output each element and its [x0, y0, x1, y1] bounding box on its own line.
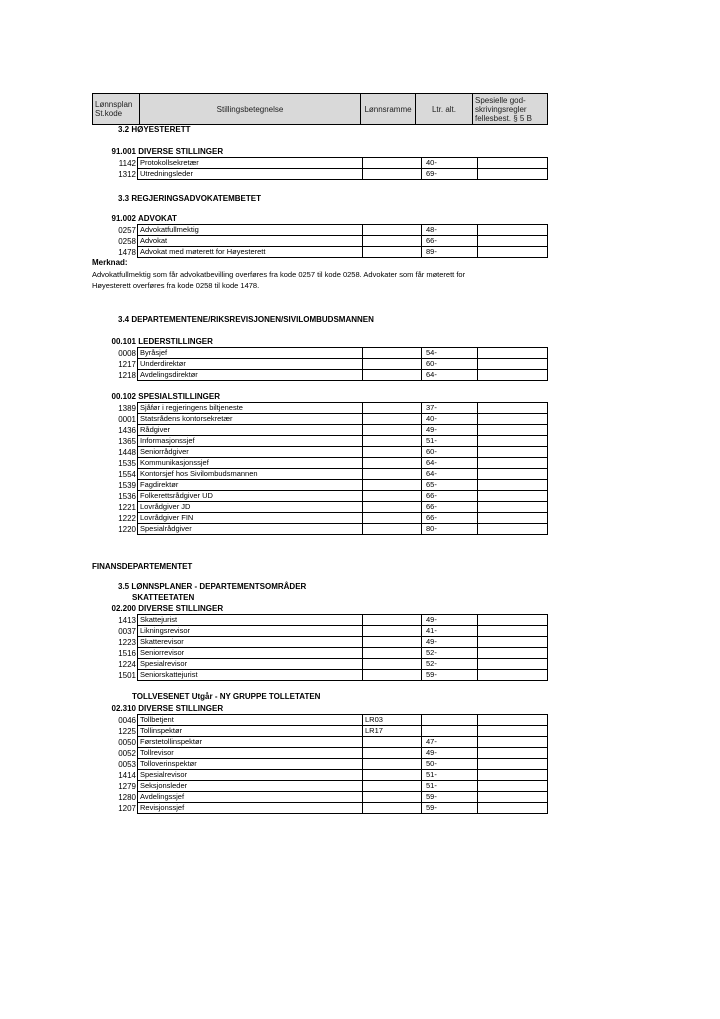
position-title-cell: Tollrevisor	[138, 748, 363, 758]
salary-step-cell: 59-	[422, 803, 478, 813]
section-subheading: SKATTEETATEN	[132, 593, 195, 602]
salary-frame-cell	[363, 458, 422, 468]
position-code: 1280	[118, 793, 136, 802]
header-ltr-column: Ltr. alt.	[416, 94, 473, 124]
salary-step-cell: 50-	[422, 759, 478, 769]
special-rules-cell	[478, 626, 547, 636]
special-rules-cell	[478, 737, 547, 747]
salary-step-cell: 41-	[422, 626, 478, 636]
position-title-cell: Skattejurist	[138, 615, 363, 625]
table-header	[92, 93, 548, 125]
group-title: ADVOKAT	[137, 214, 177, 223]
salary-step-cell: 48-	[422, 225, 478, 235]
salary-step-cell: 66-	[422, 236, 478, 246]
table-body	[137, 714, 548, 814]
special-rules-cell	[478, 770, 547, 780]
salary-frame-cell	[363, 348, 422, 358]
position-code: 0001	[118, 415, 136, 424]
salary-step-cell: 59-	[422, 792, 478, 802]
salary-frame-cell	[363, 480, 422, 490]
table-row	[138, 781, 547, 792]
table-row	[138, 236, 547, 247]
special-rules-cell	[478, 359, 547, 369]
salary-frame-cell	[363, 491, 422, 501]
position-code: 1218	[118, 371, 136, 380]
salary-frame-cell	[363, 403, 422, 413]
table-row	[138, 469, 547, 480]
special-rules-cell	[478, 169, 547, 179]
position-title-cell: Tolloverinspektør	[138, 759, 363, 769]
salary-frame-cell	[363, 513, 422, 523]
position-title-cell: Advokat	[138, 236, 363, 246]
salary-frame-cell	[363, 670, 422, 680]
position-title-cell: Tollinspektør	[138, 726, 363, 736]
salary-step-cell: 52-	[422, 648, 478, 658]
position-code: 1217	[118, 360, 136, 369]
position-title-cell: Folkerettsrådgiver UD	[138, 491, 363, 501]
position-title-cell: Seniorrevisor	[138, 648, 363, 658]
special-rules-cell	[478, 670, 547, 680]
salary-step-cell: 47-	[422, 737, 478, 747]
position-code: 1478	[118, 248, 136, 257]
salary-frame-cell	[363, 436, 422, 446]
special-rules-cell	[478, 158, 547, 168]
position-code: 1389	[118, 404, 136, 413]
special-rules-cell	[478, 803, 547, 813]
header-code-column: Lønnsplan St.kode	[93, 94, 140, 124]
salary-frame-cell	[363, 759, 422, 769]
table-row	[138, 513, 547, 524]
table-row	[138, 436, 547, 447]
table-row	[138, 447, 547, 458]
position-title-cell: Fagdirektør	[138, 480, 363, 490]
code-column	[92, 715, 137, 814]
salary-frame-cell	[363, 169, 422, 179]
special-rules-cell	[478, 425, 547, 435]
salary-frame-cell	[363, 792, 422, 802]
table-row	[138, 759, 547, 770]
position-title-cell: Seniorskattejurist	[138, 670, 363, 680]
table-row	[138, 670, 547, 680]
position-title-cell: Sjåfør i regjeringens biltjeneste	[138, 403, 363, 413]
position-title-cell: Kontorsjef hos Sivilombudsmannen	[138, 469, 363, 479]
position-code: 1501	[118, 671, 136, 680]
table-row	[138, 626, 547, 637]
salary-frame-cell: LR17	[363, 726, 422, 736]
position-title-cell: Seniorrådgiver	[138, 447, 363, 457]
code-column	[92, 225, 137, 258]
position-code: 1225	[118, 727, 136, 736]
table-row	[138, 803, 547, 813]
salary-step-cell: 40-	[422, 414, 478, 424]
table-row	[138, 726, 547, 737]
position-code: 1554	[118, 470, 136, 479]
salary-frame-cell	[363, 247, 422, 257]
position-title-cell: Avdelingsdirektør	[138, 370, 363, 380]
salary-frame-cell	[363, 425, 422, 435]
position-title-cell: Revisjonssjef	[138, 803, 363, 813]
table-row	[138, 414, 547, 425]
ministry-heading: FINANSDEPARTEMENTET	[92, 562, 193, 571]
position-code: 1224	[118, 660, 136, 669]
group-code: 02.310	[111, 704, 136, 713]
table-row	[138, 770, 547, 781]
salary-step-cell: 49-	[422, 425, 478, 435]
salary-step-cell: 52-	[422, 659, 478, 669]
table-body	[137, 402, 548, 535]
position-title-cell: Skatterevisor	[138, 637, 363, 647]
position-code: 1536	[118, 492, 136, 501]
special-rules-cell	[478, 469, 547, 479]
salary-step-cell: 65-	[422, 480, 478, 490]
special-rules-cell	[478, 458, 547, 468]
position-title-cell: Underdirektør	[138, 359, 363, 369]
salary-step-cell: 60-	[422, 447, 478, 457]
salary-frame-cell	[363, 803, 422, 813]
table-row	[138, 458, 547, 469]
position-code: 1535	[118, 459, 136, 468]
salary-step-cell: 80-	[422, 524, 478, 534]
table-row	[138, 491, 547, 502]
position-title-cell: Statsrådens kontorsekretær	[138, 414, 363, 424]
table-row	[138, 158, 547, 169]
salary-step-cell: 64-	[422, 458, 478, 468]
section-heading: 3.5 LØNNSPLANER - DEPARTEMENTSOMRÅDER	[118, 582, 307, 591]
salary-step-cell: 59-	[422, 670, 478, 680]
position-code: 1223	[118, 638, 136, 647]
note-text-line: Høyesterett overføres fra kode 0258 til kode 1478.	[92, 281, 260, 290]
table-row	[138, 637, 547, 648]
special-rules-cell	[478, 759, 547, 769]
group-title: DIVERSE STILLINGER	[138, 704, 224, 713]
position-code: 0258	[118, 237, 136, 246]
special-rules-cell	[478, 615, 547, 625]
position-title-cell: Byråsjef	[138, 348, 363, 358]
header-title-column: Stillingsbetegnelse	[140, 94, 361, 124]
special-rules-cell	[478, 247, 547, 257]
position-code: 0052	[118, 749, 136, 758]
special-rules-cell	[478, 370, 547, 380]
table-row	[138, 748, 547, 759]
position-code: 0050	[118, 738, 136, 747]
table-row	[138, 169, 547, 179]
special-rules-cell	[478, 236, 547, 246]
salary-step-cell: 40-	[422, 158, 478, 168]
position-code: 1220	[118, 525, 136, 534]
salary-frame-cell	[363, 370, 422, 380]
table-body	[137, 224, 548, 258]
special-rules-cell	[478, 659, 547, 669]
group-heading	[92, 337, 213, 347]
special-rules-cell	[478, 348, 547, 358]
salary-frame-cell	[363, 781, 422, 791]
position-title-cell: Førstetollinspektør	[138, 737, 363, 747]
position-title-cell: Spesialrådgiver	[138, 524, 363, 534]
salary-frame-cell	[363, 469, 422, 479]
group-heading	[92, 214, 177, 224]
table-row	[138, 370, 547, 380]
salary-frame-cell	[363, 626, 422, 636]
position-code: 1539	[118, 481, 136, 490]
salary-step-cell: 66-	[422, 513, 478, 523]
group-heading	[92, 147, 223, 157]
group-code: 91.001	[111, 147, 136, 156]
position-title-cell: Advokat med møterett for Høyesterett	[138, 247, 363, 257]
table-row	[138, 225, 547, 236]
salary-step-cell: 37-	[422, 403, 478, 413]
group-code: 02.200	[111, 604, 136, 613]
table-row	[138, 792, 547, 803]
position-code: 1279	[118, 782, 136, 791]
salary-frame-cell	[363, 225, 422, 235]
salary-frame-cell	[363, 648, 422, 658]
group-code: 00.102	[111, 392, 136, 401]
group-code: 91.002	[111, 214, 136, 223]
special-rules-cell	[478, 225, 547, 235]
group-code: 00.101	[111, 337, 136, 346]
note-label: Merknad:	[92, 258, 128, 267]
salary-frame-cell	[363, 524, 422, 534]
code-column	[92, 615, 137, 681]
position-title-cell: Spesialrevisor	[138, 770, 363, 780]
position-title-cell: Seksjonsleder	[138, 781, 363, 791]
salary-frame-cell	[363, 359, 422, 369]
salary-frame-cell	[363, 659, 422, 669]
group-title: DIVERSE STILLINGER	[138, 604, 224, 613]
group-heading	[92, 604, 223, 614]
salary-step-cell: 51-	[422, 770, 478, 780]
position-code: 1448	[118, 448, 136, 457]
code-column	[92, 348, 137, 381]
table-body	[137, 614, 548, 681]
special-rules-cell	[478, 726, 547, 736]
salary-step-cell	[422, 726, 478, 736]
position-code: 1413	[118, 616, 136, 625]
position-title-cell: Informasjonssjef	[138, 436, 363, 446]
salary-frame-cell	[363, 637, 422, 647]
special-rules-cell	[478, 502, 547, 512]
position-code: 0257	[118, 226, 136, 235]
position-code: 1516	[118, 649, 136, 658]
section-heading: 3.4 DEPARTEMENTENE/RIKSREVISJONEN/SIVILOMBUDSMANNEN	[118, 315, 374, 324]
position-title-cell: Tollbetjent	[138, 715, 363, 725]
header-spec-column: Spesielle god-skrivingsregler fellesbest. § 5 B	[475, 95, 532, 123]
salary-frame-cell	[363, 615, 422, 625]
salary-step-cell: 54-	[422, 348, 478, 358]
group-title: DIVERSE STILLINGER	[138, 147, 224, 156]
position-title-cell: Kommunikasjonssjef	[138, 458, 363, 468]
code-column	[92, 403, 137, 535]
salary-step-cell: 49-	[422, 637, 478, 647]
special-rules-cell	[478, 436, 547, 446]
position-code: 1414	[118, 771, 136, 780]
position-code: 1142	[118, 159, 136, 168]
section-heading: TOLLVESENET Utgår - NY GRUPPE TOLLETATEN	[132, 692, 321, 701]
special-rules-cell	[478, 648, 547, 658]
salary-step-cell: 69-	[422, 169, 478, 179]
salary-step-cell: 64-	[422, 469, 478, 479]
special-rules-cell	[478, 637, 547, 647]
salary-step-cell: 64-	[422, 370, 478, 380]
special-rules-cell	[478, 414, 547, 424]
special-rules-cell	[478, 715, 547, 725]
salary-step-cell: 66-	[422, 491, 478, 501]
position-code: 1365	[118, 437, 136, 446]
position-title-cell: Lovrådgiver FIN	[138, 513, 363, 523]
special-rules-cell	[478, 524, 547, 534]
table-row	[138, 524, 547, 534]
position-code: 1221	[118, 503, 136, 512]
salary-step-cell: 51-	[422, 436, 478, 446]
position-title-cell: Rådgiver	[138, 425, 363, 435]
special-rules-cell	[478, 480, 547, 490]
special-rules-cell	[478, 792, 547, 802]
salary-step-cell: 49-	[422, 748, 478, 758]
position-code: 1436	[118, 426, 136, 435]
table-row	[138, 403, 547, 414]
position-code: 0008	[118, 349, 136, 358]
special-rules-cell	[478, 491, 547, 501]
position-title-cell: Lovrådgiver JD	[138, 502, 363, 512]
position-title-cell: Likningsrevisor	[138, 626, 363, 636]
salary-step-cell: 89-	[422, 247, 478, 257]
group-title: SPESIALSTILLINGER	[138, 392, 221, 401]
position-code: 0053	[118, 760, 136, 769]
table-row	[138, 359, 547, 370]
table-body	[137, 157, 548, 180]
table-body	[137, 347, 548, 381]
position-code: 1222	[118, 514, 136, 523]
salary-frame-cell	[363, 502, 422, 512]
note-text-line: Advokatfullmektig som får advokatbevilling overføres fra kode 0257 til kode 0258. Advokater som får møterett for	[92, 270, 466, 279]
table-row	[138, 425, 547, 436]
salary-step-cell: 49-	[422, 615, 478, 625]
position-title-cell: Protokollsekretær	[138, 158, 363, 168]
special-rules-cell	[478, 403, 547, 413]
table-row	[138, 648, 547, 659]
salary-frame-cell	[363, 158, 422, 168]
section-heading: 3.2 HØYESTERETT	[118, 125, 191, 134]
table-row	[138, 247, 547, 257]
position-title-cell: Advokatfullmektig	[138, 225, 363, 235]
salary-frame-cell	[363, 737, 422, 747]
position-title-cell: Utredningsleder	[138, 169, 363, 179]
position-code: 1207	[118, 804, 136, 813]
position-code: 1312	[118, 170, 136, 179]
position-title-cell: Avdelingssjef	[138, 792, 363, 802]
group-title: LEDERSTILLINGER	[138, 337, 213, 346]
table-row	[138, 615, 547, 626]
group-heading	[92, 704, 223, 714]
special-rules-cell	[478, 447, 547, 457]
salary-step-cell: 66-	[422, 502, 478, 512]
table-row	[138, 737, 547, 748]
section-heading: 3.3 REGJERINGSADVOKATEMBETET	[118, 194, 261, 203]
table-row	[138, 659, 547, 670]
salary-step-cell	[422, 715, 478, 725]
special-rules-cell	[478, 748, 547, 758]
salary-frame-cell	[363, 748, 422, 758]
position-code: 0037	[118, 627, 136, 636]
salary-frame-cell: LR03	[363, 715, 422, 725]
salary-step-cell: 51-	[422, 781, 478, 791]
salary-frame-cell	[363, 770, 422, 780]
table-row	[138, 502, 547, 513]
header-ramme-column: Lønnsramme	[361, 94, 416, 124]
salary-frame-cell	[363, 236, 422, 246]
group-heading	[92, 392, 220, 402]
position-title-cell: Spesialrevisor	[138, 659, 363, 669]
salary-step-cell: 60-	[422, 359, 478, 369]
special-rules-cell	[478, 781, 547, 791]
position-code: 0046	[118, 716, 136, 725]
table-row	[138, 348, 547, 359]
salary-frame-cell	[363, 414, 422, 424]
code-column	[92, 158, 137, 180]
table-row	[138, 715, 547, 726]
special-rules-cell	[478, 513, 547, 523]
salary-frame-cell	[363, 447, 422, 457]
table-row	[138, 480, 547, 491]
